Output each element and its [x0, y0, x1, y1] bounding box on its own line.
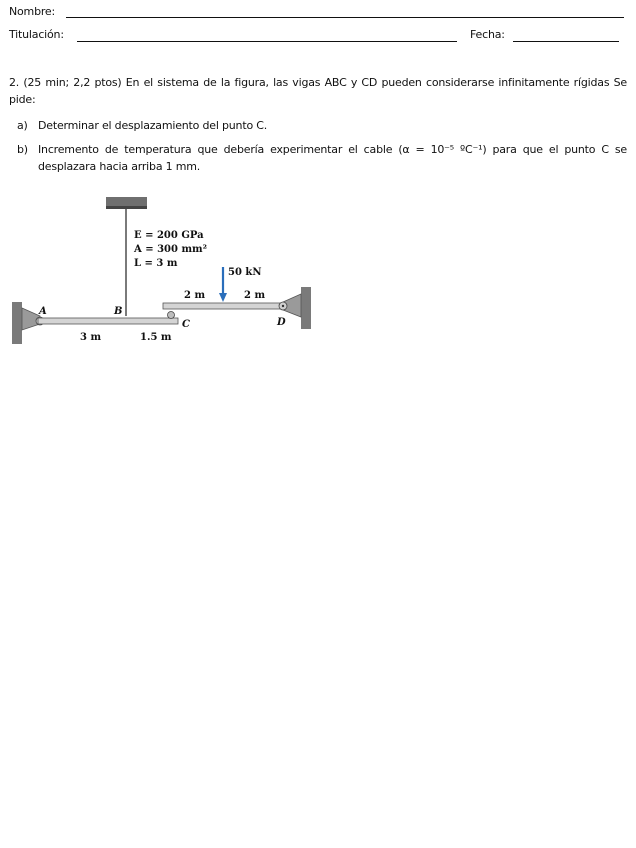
dim-load-d: 2 m [244, 290, 266, 301]
question-intro: 2. (25 min; 2,2 ptos) En el sistema de la figura, las vigas ABC y CD pueden considerarse infinitamente rígidas Se pide: [9, 76, 627, 106]
label-b: B [114, 306, 123, 317]
hinge-c [168, 312, 175, 319]
question-item-a [17, 117, 627, 135]
dim-bc: 1.5 m [140, 332, 172, 343]
prop-l: L = 3 m [134, 258, 178, 269]
nombre-field[interactable] [66, 17, 624, 18]
titulacion-label: Titulación: [9, 28, 64, 41]
beam-cd [163, 303, 291, 309]
question-item-b [17, 141, 627, 177]
wall-right [301, 287, 311, 329]
load-label: 50 kN [228, 267, 262, 278]
fecha-label: Fecha: [470, 28, 505, 41]
wall-left [12, 302, 22, 344]
titulacion-field[interactable] [77, 41, 457, 42]
fecha-field[interactable] [513, 41, 619, 42]
dim-c-load: 2 m [184, 290, 206, 301]
item-text: Incremento de temperatura que debería experimentar el cable (α = 10⁻⁵ ºC⁻¹) para que el punto C se desplazara hacia arriba 1 mm. [38, 143, 627, 173]
label-a: A [39, 306, 47, 317]
prop-e: E = 200 GPa [134, 230, 204, 241]
beam-abc [38, 318, 178, 324]
nombre-label: Nombre: [9, 5, 56, 18]
load-arrow-head [219, 293, 227, 302]
prop-a: A = 300 mm² [134, 244, 207, 255]
label-d: D [277, 317, 286, 328]
item-marker: b) [17, 143, 28, 156]
structure-figure [10, 194, 315, 349]
label-c: C [182, 319, 190, 330]
item-text: Determinar el desplazamiento del punto C. [38, 119, 268, 132]
item-marker: a) [17, 119, 28, 132]
dim-ab: 3 m [80, 332, 102, 343]
